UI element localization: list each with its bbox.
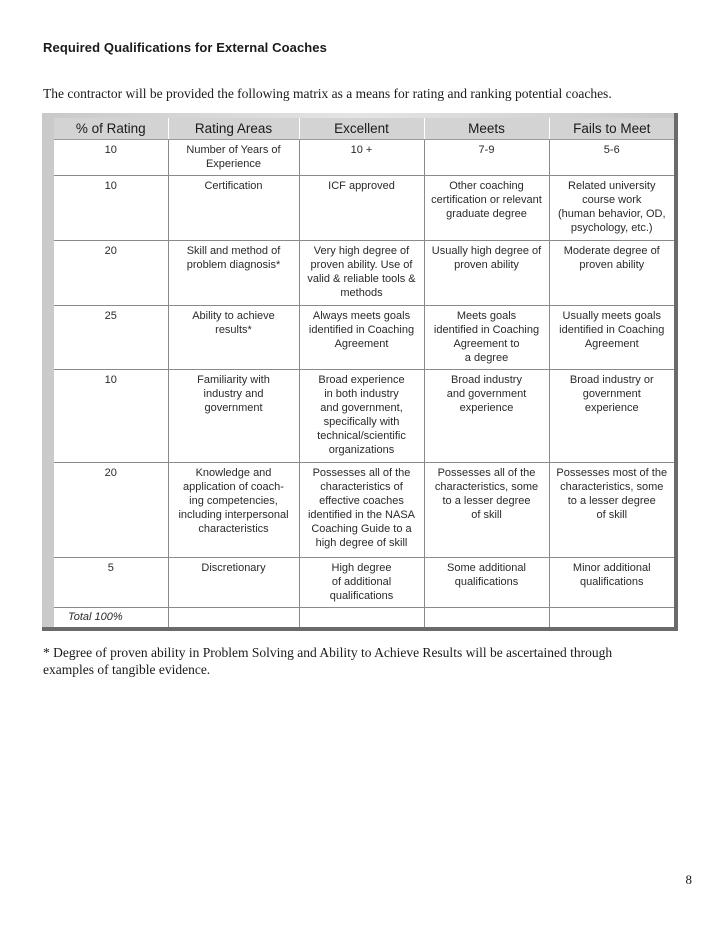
cell-meets: Some additional qualifications [424, 558, 549, 608]
cell-excellent: Always meets goals identified in Coaching Agreement [299, 306, 424, 370]
total-empty-cell [549, 608, 674, 628]
cell-rating: 20 [54, 463, 168, 558]
cell-excellent: Possesses all of the characteristics of effective coaches identified in the NASA Coaching Guide to a high degree of skill [299, 463, 424, 558]
cell-rating: 20 [54, 241, 168, 306]
table-row [54, 306, 674, 370]
cell-rating: 10 [54, 140, 168, 176]
cell-rating: 5 [54, 558, 168, 608]
qualifications-matrix [54, 118, 674, 627]
table-row [54, 241, 674, 306]
table-row [54, 370, 674, 463]
cell-area: Discretionary [168, 558, 299, 608]
cell-area: Familiarity with industry and government [168, 370, 299, 463]
page-number: 8 [685, 872, 692, 887]
cell-excellent: ICF approved [299, 176, 424, 241]
cell-excellent: 10 + [299, 140, 424, 176]
cell-area: Skill and method of problem diagnosis* [168, 241, 299, 306]
cell-fails: Broad industry or government experience [549, 370, 674, 463]
intro-paragraph: The contractor will be provided the following matrix as a means for rating and ranking potential coaches. [43, 86, 612, 101]
cell-meets: Broad industry and government experience [424, 370, 549, 463]
cell-fails: Related university course work (human behavior, OD, psychology, etc.) [549, 176, 674, 241]
cell-fails: Moderate degree of proven ability [549, 241, 674, 306]
total-empty-cell [424, 608, 549, 628]
cell-area: Ability to achieve results* [168, 306, 299, 370]
cell-fails: 5-6 [549, 140, 674, 176]
total-empty-cell [168, 608, 299, 628]
cell-excellent: Very high degree of proven ability. Use of valid & reliable tools & methods [299, 241, 424, 306]
cell-fails: Minor additional qualifications [549, 558, 674, 608]
table-row [54, 558, 674, 608]
cell-area: Knowledge and application of coach- ing competencies, including interpersonal characteristics [168, 463, 299, 558]
cell-area: Certification [168, 176, 299, 241]
header-rating: % of Rating [54, 118, 168, 140]
footnote: * Degree of proven ability in Problem Solving and Ability to Achieve Results will be ascertained through examples of tangible evidence. [43, 645, 613, 677]
cell-meets: Meets goals identified in Coaching Agreement to a degree [424, 306, 549, 370]
cell-excellent: High degree of additional qualifications [299, 558, 424, 608]
header-fails-to-meet: Fails to Meet [549, 118, 674, 140]
cell-rating: 25 [54, 306, 168, 370]
total-label: Total 100% [68, 611, 123, 623]
cell-rating: 10 [54, 370, 168, 463]
cell-meets: Other coaching certification or relevant graduate degree [424, 176, 549, 241]
total-empty-cell [299, 608, 424, 628]
header-rating-areas: Rating Areas [168, 118, 299, 140]
cell-meets: 7-9 [424, 140, 549, 176]
cell-rating: 10 [54, 176, 168, 241]
header-meets: Meets [424, 118, 549, 140]
table-row [54, 463, 674, 558]
total-row [54, 608, 674, 628]
header-row [54, 118, 674, 140]
header-excellent: Excellent [299, 118, 424, 140]
cell-meets: Usually high degree of proven ability [424, 241, 549, 306]
cell-fails: Usually meets goals identified in Coaching Agreement [549, 306, 674, 370]
table-row [54, 176, 674, 241]
table-row [54, 140, 674, 176]
cell-excellent: Broad experience in both industry and government, specifically with technical/scientific organizations [299, 370, 424, 463]
cell-meets: Possesses all of the characteristics, some to a lesser degree of skill [424, 463, 549, 558]
cell-area: Number of Years of Experience [168, 140, 299, 176]
cell-fails: Possesses most of the characteristics, some to a lesser degree of skill [549, 463, 674, 558]
section-heading: Required Qualifications for External Coaches [43, 40, 327, 55]
